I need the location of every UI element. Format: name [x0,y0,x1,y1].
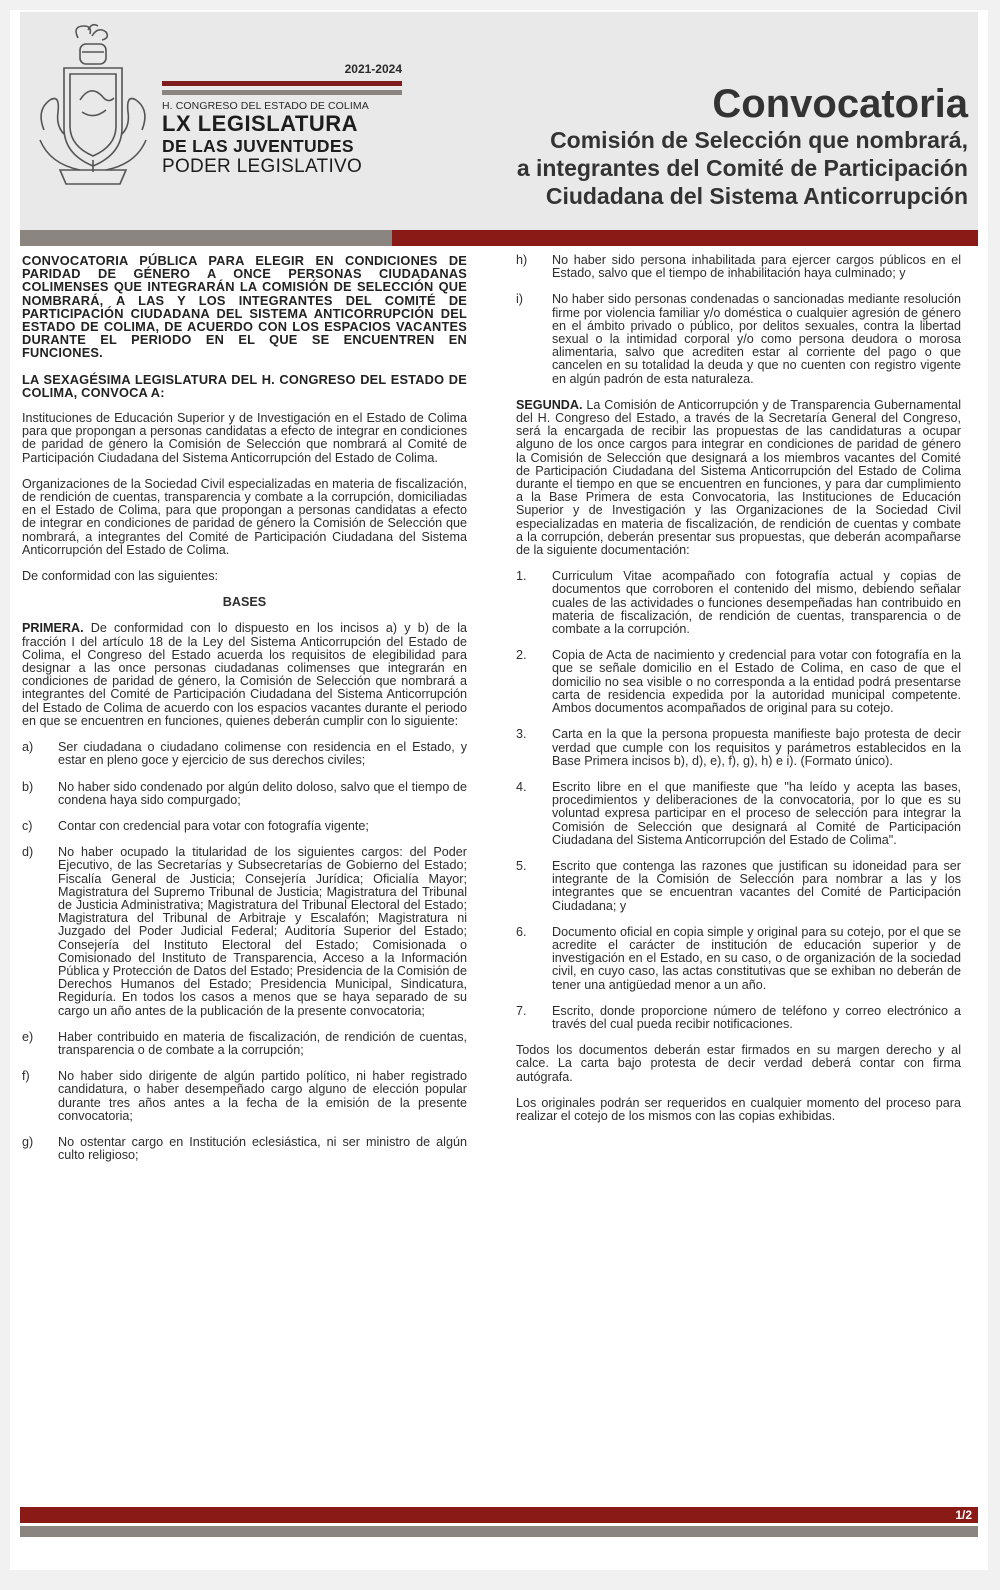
document-item [516,649,961,715]
item-label: b) [22,779,34,794]
item-label: d) [22,845,34,860]
item-text: Contar con credencial para votar con fotografía vigente; [58,818,369,833]
closing-originals-note: Los originales podrán ser requeridos en cualquier momento del proceso para realizar el cotejo de los mismos con las copias exhibidas. [516,1095,961,1123]
item-text: Escrito libre en el que manifieste que "ha leído y acepta las bases, procedimientos y deliberaciones de la convocatoria, por lo que es su voluntad expresa participar en el proceso de selección para integrar la Comisión de Selección que designará al Comité de Participación Ciudadana del Sistema Anticorrupción del Estado de Colima". [552,779,961,847]
item-text: Escrito, donde proporcione número de teléfono y correo electrónico a través del cual pueda recibir notificaciones. [552,1003,961,1031]
requirement-item [22,1031,467,1057]
document-item [516,570,961,636]
page-number: 1/2 [955,1508,972,1522]
item-text: Carta en la que la persona propuesta manifieste bajo protesta de decir verdad que cumple con los requisitos y parámetros establecidos en la Base Primera incisos b), d), e), f), g), h) e i). (Formato único). [552,727,961,768]
item-text: No haber sido persona inhabilitada para ejercer cargos públicos en el Estado, salvo que el tiempo de inhabilitación haya culminado; y [552,253,961,281]
subtitle-line: Ciudadana del Sistema Anticorrupción [545,183,968,209]
requirement-item [22,846,467,1018]
item-label: i) [516,292,523,307]
base-segunda [516,399,961,557]
document-item [516,728,961,768]
bases-heading: BASES [222,595,267,610]
congress-name: H. CONGRESO DEL ESTADO DE COLIMA [162,100,369,112]
document-item [516,860,961,913]
document-page [10,10,988,1570]
requirement-item [22,820,467,833]
left-column [22,254,467,1175]
brand-red-rule [162,81,402,86]
header-divider-band [20,230,978,246]
brand-gray-rule [162,90,402,95]
base-segunda-label: SEGUNDA. [516,397,583,412]
document-item [516,1005,961,1031]
subtitle-line: a integrantes del Comité de Participación [516,155,968,181]
base-primera-text: De conformidad con lo dispuesto en los incisos a) y b) de la fracción I del artículo 18 de la Ley del Sistema Anticorrupción del Estado de Colima, el Congreso del Estado acuerda los requisitos de elegibilidad para designar a las once personas ciudadanas colimenses que integrarán en condiciones de paridad de género, la Comisión de Selección que nombrará a integrantes del Comité de Participación Ciudadana del Sistema Anticorrupción del Estado de Colima de acuerdo con los espacios vacantes durante el periodo en que se encuentren en funciones, quienes deberán cumplir con lo siguiente: [22,621,467,728]
paragraph-conformity: De conformidad con las siguientes: [22,569,219,584]
paragraph-organizations: Organizaciones de la Sociedad Civil especializadas en materia de fiscalización, de rendición de cuentas, transparencia y combate a la corrupción, domiciliadas en el Estado de Colima, para que propongan a personas candidatas a efecto de integrar en condiciones de paridad de género la Comisión de Selección que nombrará, a integrantes del Comité de Participación Ciudadana del Sistema Anticorrupción del Estado de Colima. [22,476,467,557]
item-label: h) [516,253,528,267]
document-header [20,12,978,230]
header-band-red [392,230,978,246]
requirement-item [516,293,961,385]
branch-name: PODER LEGISLATIVO [162,156,363,177]
legislature-brand [162,62,402,177]
item-text: Haber contribuido en materia de fiscalización, de rendición de cuentas, transparencia o de combate a la corrupción; [58,1029,467,1057]
legislature-name: LX LEGISLATURA [162,111,359,136]
requirement-item [22,781,467,807]
item-text: Escrito que contenga las razones que justifican su idoneidad para ser integrante de la Comisión de Selección para nombrar a las y los integrantes que se encuentran vacantes del Comité de Participación Ciudadana; y [552,858,961,913]
colima-coat-of-arms-icon [30,20,160,200]
subtitle-line: Comisión de Selección que nombrará, [550,127,968,153]
item-label: 6. [516,924,527,939]
convoca-heading: LA SEXAGÉSIMA LEGISLATURA DEL H. CONGRESO DEL ESTADO DE COLIMA, CONVOCA A: [22,371,467,400]
item-label: a) [22,740,34,755]
legislature-tagline: DE LAS JUVENTUDES [162,136,354,156]
item-text: Documento oficial en copia simple y original para su cotejo, por el que se acredite el carácter de institución de educación superior y de investigación en el Estado, en su caso, o de organización de la sociedad civil, en cuyo caso, las actas constitutivas que se exhiban no deberán de tener una antigüedad menor a un año. [552,924,961,992]
item-label: 7. [516,1003,527,1018]
convocation-heading: CONVOCATORIA PÚBLICA PARA ELEGIR EN CONDICIONES DE PARIDAD DE GÉNERO A ONCE PERSONAS CIUDADANAS COLIMENSES QUE INTEGRARÁN LA COMISIÓN DE SELECCIÓN QUE NOMBRARÁ, A LAS Y LOS INTEGRANTES DEL COMITÉ DE PARTICIPACIÓN CIUDADANA DEL SISTEMA ANTICORRUPCIÓN DEL ESTADO DE COLIMA, DE ACUERDO CON LOS ESPACIOS VACANTES DURANTE EL PERIODO EN EL QUE SE ENCUENTREN EN FUNCIONES. [22,253,467,361]
item-text: No haber sido condenado por algún delito doloso, salvo que el tiempo de condena haya sido compurgado; [58,779,467,807]
item-text: Ser ciudadana o ciudadano colimense con residencia en el Estado, y estar en pleno goce y ejercicio de sus derechos civiles; [58,740,467,768]
item-label: 1. [516,569,527,584]
item-text: No haber sido dirigente de algún partido político, ni haber registrado candidatura, o haber desempeñado cargo alguno de elección popular durante tres años antes a la fecha de la emisión de la presente convocatoria; [58,1069,467,1123]
right-column [516,254,961,1136]
item-text: No haber sido personas condenadas o sancionadas mediante resolución firme por violencia familiar y/o doméstica o cualquier agresión de género en el ámbito privado o público, por delitos sexuales, contra la libertad sexual o la intimidad corporal y/o como persona deudora o morosa alimentaria, salvo que acrediten estar al corriente del pago o que cancelen en su totalidad la deuda y que no cuenten con registro vigente en algún padrón de esta naturaleza. [552,292,961,386]
page-title: Convocatoria [712,82,968,126]
base-primera-label: PRIMERA. [22,621,84,636]
document-titles [517,82,968,210]
document-item [516,926,961,992]
document-item [516,781,961,847]
requirement-item [22,1070,467,1123]
item-label: f) [22,1069,30,1084]
header-band-gray [20,230,392,246]
requirement-item [22,741,467,767]
item-text: No haber ocupado la titularidad de los siguientes cargos: del Poder Ejecutivo, de las Secretarías y Subsecretarías de Gobierno del Estado; Fiscalía General de Justicia; Consejería Jurídica; Oficialía Mayor; Magistratura del Supremo Tribunal de Justicia; Magistratura del Tribunal de Justicia Administrativa; Magistratura del Tribunal Electoral del Estado; Magistratura del Tribunal de Arbitraje y Escalafón; Magistratura ni Juzgado del Poder Judicial Federal; Auditoría Superior del Estado; Consejería del Instituto Electoral del Estado; Comisionada o Comisionado del Instituto de Transparencia, Acceso a la Información Pública y Protección de Datos del Estado; Presidencia de la Comisión de Derechos Humanos del Estado; Presidencia Municipal, Sindicatura, Regiduría. En todos los casos a menos que se haya separado de su cargo un año antes de la publicación de la presente convocatoria; [58,845,467,1018]
item-label: e) [22,1029,34,1044]
item-label: c) [22,818,33,833]
term-years: 2021-2024 [344,62,402,76]
item-label: g) [22,1134,34,1149]
item-text: Copia de Acta de nacimiento y credencial para votar con fotografía en la que se señale domicilio en el Estado de Colima, en caso de que el domicilio no sea visible o no corresponda a la entidad podrá presentarse carta de residencia expedida por la autoridad municipal competente. Ambos documentos acompañados de original para su cotejo. [552,648,961,716]
item-label: 5. [516,858,527,873]
item-label: 2. [516,648,527,663]
item-text: No ostentar cargo en Institución eclesiástica, ni ser ministro de algún culto religioso; [58,1134,467,1163]
closing-signature-note: Todos los documentos deberán estar firmados en su margen derecho y al calce. La carta bajo protesta de decir verdad deberá contar con firma autógrafa. [516,1043,961,1084]
footer-red-band [20,1507,978,1523]
base-segunda-text: La Comisión de Anticorrupción y de Transparencia Gubernamental del H. Congreso del Estado, a través de la Secretaría General del Congreso, será la encargada de recibir las propuestas de las candidaturas a ocupar alguno de los once cargos para integrar en condiciones de paridad de género la Comisión de Selección que designará a los miembros vacantes del Comité de Participación Ciudadana del Sistema Anticorrupción del Estado de Colima durante el tiempo en que se encuentren en funciones, y para dar cumplimiento a la Base Primera de esta Convocatoria, las Instituciones de Educación Superior y de Investigación y las Organizaciones de la Sociedad Civil especializadas en materia de fiscalización, de rendición de cuentas y combate a la corrupción, deberán presentar sus propuestas, que deberán acompañarse de la siguiente documentación: [516,397,961,558]
footer-gray-band [20,1526,978,1537]
item-label: 4. [516,779,527,794]
requirement-item [22,1136,467,1162]
base-primera [22,622,467,728]
item-label: 3. [516,727,527,742]
item-text: Curriculum Vitae acompañado con fotografía actual y copias de documentos que corroboren el contenido del mismo, debiendo señalar cuales de las actividades o funciones desempeñadas han contribuido en materia de fiscalización, de rendición de cuentas, transparencia o de combate a la corrupción. [552,569,961,637]
paragraph-institutions: Instituciones de Educación Superior y de Investigación en el Estado de Colima para que propongan a personas candidatas a efecto de integrar en condiciones de paridad de género la Comisión de Selección que nombrará al Comité de Participación Ciudadana del Sistema Anticorrupción del Estado de Colima. [22,411,467,465]
requirement-item [516,254,961,280]
